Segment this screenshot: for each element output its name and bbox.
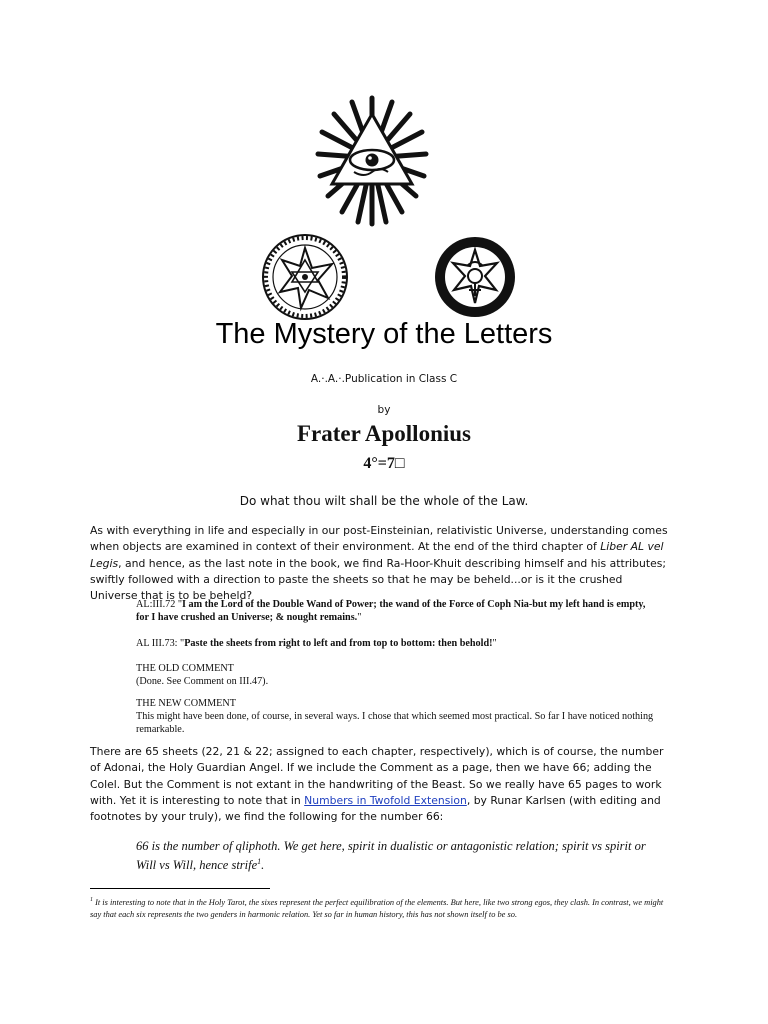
quote-end: "	[492, 638, 497, 649]
intro-paragraph	[90, 523, 668, 604]
quote-text: Paste the sheets from right to left and from top to bottom: then behold!	[184, 638, 493, 649]
law-statement: Do what thou wilt shall be the whole of the Law.	[239, 494, 529, 508]
qliphoth-text: 66 is the number of qliphoth. We get here, spirit in dualistic or antagonistic relation; spirit vs spirit or Will vs Will, hence strife	[136, 839, 646, 873]
footnote-text: It is interesting to note that in the Holy Tarot, the sixes represent the perfect equilibration of the elements. But here, like two strong egos, they clash. In contrast, we might say that each six represents the two genders in harmonic relation. Yet so far in human history, this has not shown itself to be so.	[90, 897, 664, 920]
old-comment-text: (Done. See Comment on III.47).	[136, 676, 269, 687]
author-grade: 4°=7□	[363, 455, 405, 472]
footnote-reference[interactable]: 1	[257, 857, 262, 866]
quote-ref: AL III.73: "	[136, 638, 185, 649]
eye-triangle-emblem-icon	[314, 92, 430, 228]
document-title: The Mystery of the Letters	[215, 318, 553, 350]
hexagram-seal-icon	[260, 232, 350, 322]
footnote-divider	[90, 888, 270, 889]
sheets-paragraph	[90, 744, 668, 825]
quote-al-iii-73	[136, 637, 656, 650]
intro-text-1: As with everything in life and especially in our post-Einsteinian, relativistic Universe, understanding comes when objects are examined in context of their environment. At the end of the third chapter of	[90, 524, 668, 554]
sheets-text-1: There are 65 sheets (22, 21 & 22; assigned to each chapter, respectively), which is of course, the number of Adonai, the Holy Guardian Angel. If we include the Comment as a page, then we have 66; adding the Colel. But the Comment is not extant in the handwriting of the Beast. So we really have 65 pages to work with. Yet it is interesting to note that in	[90, 745, 664, 807]
old-comment-heading: THE OLD COMMENT	[136, 663, 234, 674]
sheets-text-2: , by Runar Karlsen (with editing and footnotes by your truly), we find the following for the number 66:	[90, 793, 661, 824]
new-comment-text: This might have been done, of course, in several ways. I chose that which seemed most practical. So far I have noticed nothing remarkable.	[136, 711, 654, 735]
quote-end: "	[357, 612, 362, 623]
footnote-mark: 1	[90, 897, 93, 903]
new-comment-heading: THE NEW COMMENT	[136, 698, 236, 709]
qliphoth-quote	[136, 838, 656, 873]
quote-al-iii-72	[136, 598, 656, 624]
old-comment	[136, 662, 656, 688]
new-comment	[136, 697, 656, 736]
star-seal-icon	[434, 236, 516, 318]
qliphoth-end: .	[261, 858, 265, 873]
book-title: Liber AL vel Legis	[90, 540, 664, 570]
numbers-twofold-link[interactable]: Numbers in Twofold Extension	[304, 793, 467, 807]
quote-ref: AL:III.72 "	[136, 599, 183, 610]
footnote	[90, 894, 675, 922]
publication-class: A.·.A.·.Publication in Class C	[310, 373, 458, 385]
intro-text-2: , and hence, as the last note in the book, we find Ra-Hoor-Khuit describing himself and his attributes; swiftly followed with a direction to paste the sheets so that he may be beheld...or is it the crushed Universe that is to be beheld?	[90, 556, 666, 603]
by-line: by	[377, 404, 391, 416]
quote-text: I am the Lord of the Double Wand of Power; the wand of the Force of Coph Nia-but my left hand is empty, for I have crushed an Universe; & nought remains.	[136, 599, 646, 623]
author-name: Frater Apollonius	[296, 421, 471, 446]
